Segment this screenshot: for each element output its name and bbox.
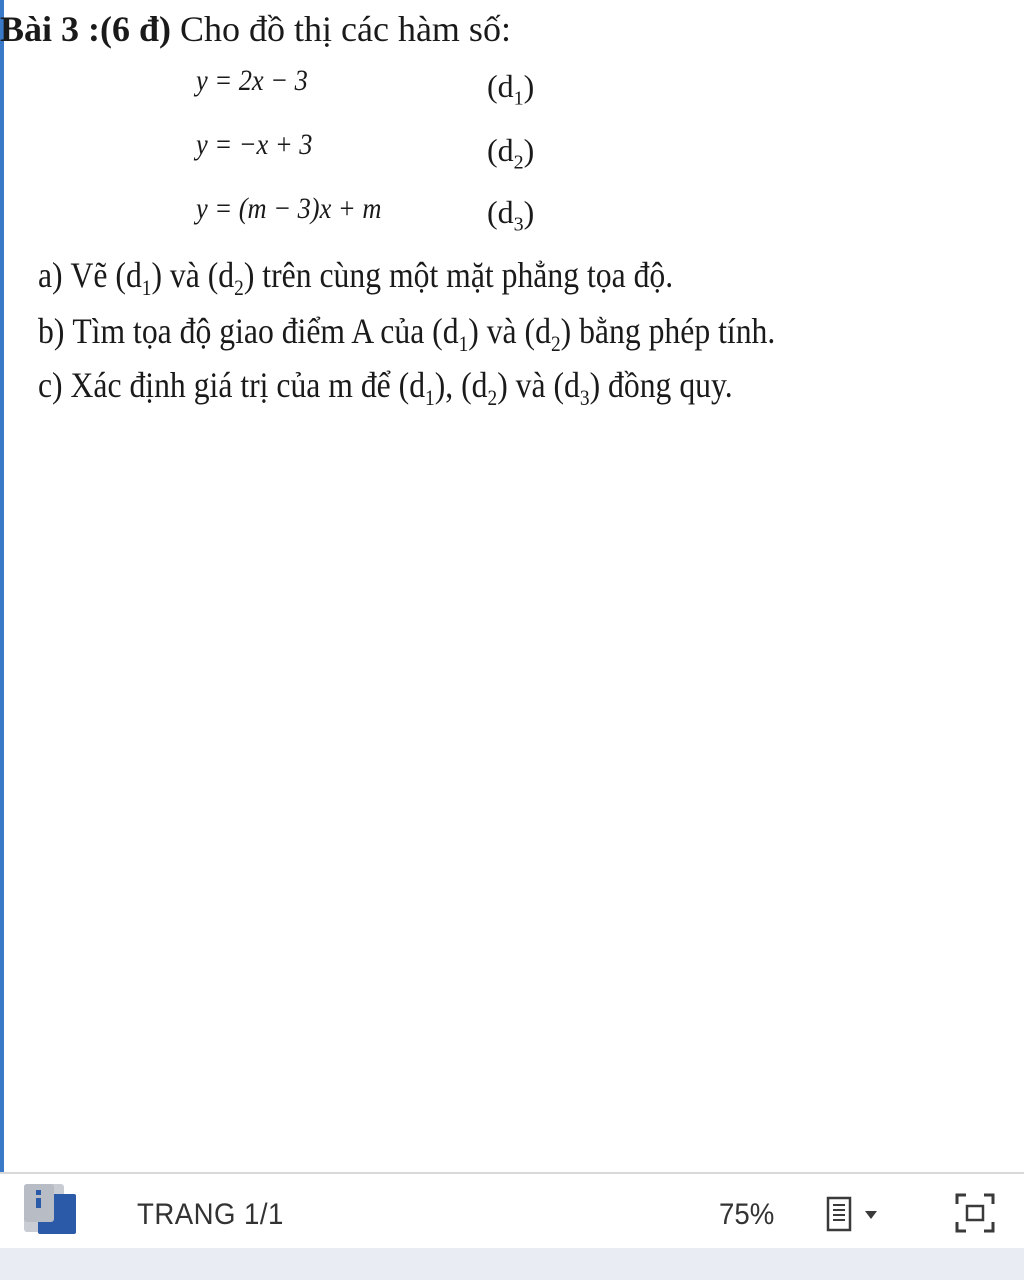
status-bar	[0, 1172, 1024, 1250]
zoom-level[interactable]: 75%	[719, 1198, 775, 1231]
part-a: a) Vẽ $(d_1)$ và $(d_2)$ trên cùng một mặt phẳng tọa độ.	[38, 255, 674, 301]
equation-2: y = −x + 3	[196, 128, 313, 161]
part-b: b) Tìm tọa độ giao điểm A của $(d_1)$ và $(d_2)$ bằng phép tính.	[38, 311, 776, 357]
equation-3: y = (m − 3)x + m	[196, 192, 382, 225]
fullscreen-icon	[954, 1221, 996, 1238]
word-document-icon[interactable]	[22, 1180, 80, 1238]
equation-3-tag: $(d_3)$	[487, 194, 535, 236]
equation-2-tag: $(d_2)$	[487, 132, 535, 174]
problem-intro: Cho đồ thị các hàm số:	[180, 9, 511, 49]
problem-number: Bài 3 :(6 đ)	[0, 9, 171, 49]
view-mode-button[interactable]	[826, 1196, 892, 1236]
fullscreen-button[interactable]	[954, 1192, 996, 1234]
bottom-bar	[0, 1248, 1024, 1280]
document-view-icon	[826, 1196, 852, 1237]
equation-1: y = 2x − 3	[196, 64, 308, 97]
dropdown-arrow-icon	[864, 1207, 878, 1225]
page-indicator[interactable]: TRANG 1/1	[137, 1198, 284, 1231]
equation-1-tag: $(d_1)$	[487, 68, 535, 110]
problem-heading	[0, 8, 511, 50]
part-c: c) Xác định giá trị của m để $(d_1)$, $(d_2)$ và $(d_3)$ đồng quy.	[38, 365, 733, 411]
